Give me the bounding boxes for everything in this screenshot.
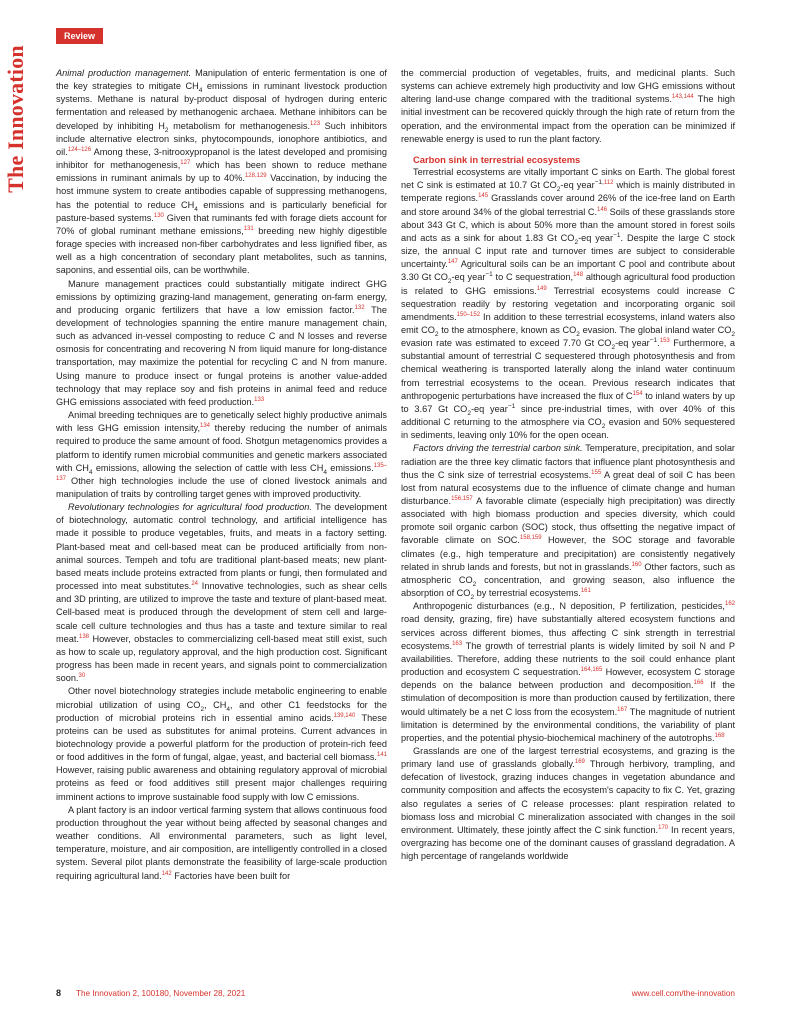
paragraph-anthropogenic: Anthropogenic disturbances (e.g., N deposition, P fertilization, pesticides,$^{162}$ road density, grazing, fire) have substantially altered ecosystem functions and services across different biomes, thus affecting C sink strength in terrestrial ecosystems.$^{163}$ The growth of terrestrial plants is widely limited by soil N and P availabilities. Therefore, adding these nutrients to the soil could enhance plant production and ecosystem C sequestration.$^{164,165}$ However, ecosystem C storage depends on the balance between production and decomposition.$^{166}$ If the stimulation of decomposition is more than production caused by fertilization, there would ultimately be a net C loss from the ecosystem.$^{167}$ The magnitude of nutrient limitation is determined by the environmental conditions, the variability of plant properties, and the potential physio-biochemical machinery of the autotrophs.$^{168}$ xyxy=(401,601,736,743)
paragraph-grasslands: Grasslands are one of the largest terrestrial ecosystems, and grazing is the primary land use of grasslands globally.$^{169}$ Through herbivory, trampling, and defecation of livestock, grazing induces changes in vegetation abundance and community composition and affects the ecosystem's capacity to fix C. Yet, grazing also regulates a series of C release processes: plant respiration related to biomass loss and microbial C mineralization associated with changes in the soil environment. Ultimately, these jointly affect the C sink function.$^{170}$ In recent years, overgrazing has become one of the dominant causes of grassland degradation. A high percentage of rangelands worldwide xyxy=(401,745,736,862)
paragraph-terrestrial-sinks: Terrestrial ecosystems are vitally important C sinks on Earth. The global forest net C sink is estimated at 10.7 Gt $CO_2-eq$ year$^{-1,112}$ which is mainly distributed in temperate regions.$^{145}$ Grasslands cover around 26% of the ice-free land on Earth and store around 34% of the global terrestrial C.$^{146}$ Soils of these grasslands store about 343 Gt C, which is about 50% more than the amount stored in forest soils and acts as a sink for about 1.83 Gt $CO_2-eq$ year$^{-1}$. Despite the large C stock size, the annual C input rate and turnover times are subject to considerable uncertainty.$^{147}$ Agricultural soils can be an important C pool and contribute about 3.30 Gt $CO_2-eq$ year$^{-1}$ to C sequestration,$^{148}$ although agricultural food production is related to GHG emissions.$^{149}$ Terrestrial ecosystems could increase C sequestration readily by restoring vegetation and incorporating organic soil amendments.$^{150-152}$ In addition to these terrestrial ecosystems, inland waters also emit $CO_2$ to the atmosphere, known as $CO_2$ evasion. The global inland water $CO_2$ evasion rate was estimated to exceed 7.70 Gt $CO_2-eq$ year$^{-1}$.$^{153}$ Furthermore, a substantial amount of terrestrial C sequestered through photosynthesis and from chemical weathering is transported laterally along the inland water continuum from terrestrial ecosystems to the ocean. Previous research indicates that anthropogenic perturbations have increased the flux of $C^{154}$ to inland waters by up to 3.67 Gt $CO_2-eq$ year$^{-1}$ since pre-industrial times, with over 40% of this additional C returning to the atmosphere via $CO_2$ evasion and 50% sequestered in sediments, leaving only 10% for the open ocean. xyxy=(401,167,736,441)
page-number: 8 xyxy=(56,988,62,998)
page-footer xyxy=(0,988,789,1002)
paragraph-animal-production: Animal production management. Manipulation of enteric fermentation is one of the key strategies to mitigate $CH_4$ emissions in ruminant livestock production systems. Methane is natural by-product disposal of hydrogen during enteric fermentation and released by methanogenic archaea. Methane inhibitors can be developed by inhibiting $H_2$ metabolism for methanogenesis.$^{123}$ Such inhibitors include alternative electron sinks, phytocompounds, ionophore antibiotics, and oil.$^{124-126}$ Among these, 3-nitrooxypropanol is the latest developed and promising inhibitor for methanogenesis,$^{127}$ which has been shown to reduce methane emissions in ruminant animals by up to 40%.$^{128,129}$ Vaccination, by inducing the host immune system to create antibodies capable of suppressing methanogens, has the potential to reduce $CH_4$ emissions and is particularly beneficial for pasture-based systems.$^{130}$ Given that ruminants fed with forage diets account for 70% of global ruminant methane emissions,$^{131}$ breeding new highly digestible forage species with increased non-fiber carbohydrates and less lignified fiber, as well as a high concentration of secondary plant metabolites, such as tannins, saponins, and essential oils, can be worthwhile. xyxy=(56,68,387,276)
journal-side-title: The Innovation xyxy=(3,45,28,193)
paragraph-plant-factory: A plant factory is an indoor vertical farming system that allows continuous food production throughout the year without being affected by seasonal changes and weather conditions. All environmental parameters, such as light level, temperature, moisture, and air composition, are intelligently controlled in a closed system. Several pilot plants demonstrate the feasibility of large-scale production requiring agricultural land.$^{142}$ Factories have been built for xyxy=(56,804,387,881)
paragraph-factors-driving: Factors driving the terrestrial carbon sink. Temperature, precipitation, and solar radiation are the three key climatic factors that influence plant photosynthesis and thus the C sink size of terrestrial ecosystems.$^{155}$ A great deal of soil C has been lost from natural ecosystems due to the influence of climate change and human disturbance.$^{156,157}$ A favorable climate (especially high precipitation) was directly associated with high biomass production and species diversity, which could promote soil organic carbon (SOC) stock, thus offsetting the negative impact of favorable climate on SOC.$^{158,159}$ However, the SOC storage and favorable climates (e.g., high temperature and precipitation) are consistently negatively related in shrub lands and forests, but not in grasslands.$^{160}$ Other factors, such as atmospheric $CO_2$ concentration, and growing season, also influence the absorption of $CO_2$ by terrestrial ecosystems.$^{161}$ xyxy=(401,443,736,601)
paragraph-revolutionary-tech: Revolutionary technologies for agricultural food production. The development of biotechnology, automatic control technology, and artificial intelligence has made it possible to produce vegetables, fruits, and meats in a factory setting. Plant-based meat and cell-based meat can be produced artificially from non-animal sources. Tempeh and tofu are traditional plant-based meats; new plant-based meats include proteins extracted from plants or fungi, then formulated and processed into meat substitutes.$^{24}$ Innovative technologies, such as shear cells and 3D printing, are utilized to improve the taste and texture of plant-based meat. Cell-based meat is produced through the development of stem cell and large-scale cell culture technologies and thus has a taste and texture similar to real meat.$^{138}$ However, obstacles to commercializing cell-based meat still exist, such as how to scale up, regulatory approval, and the high production cost. Significant progress has been made in recent years, and signals point to commercialization soon.$^{30}$ xyxy=(56,502,387,684)
section-heading-carbon-sink: Carbon sink in terrestrial ecosystems xyxy=(413,153,581,165)
left-column xyxy=(56,67,387,883)
paragraph-biotechnology: Other novel biotechnology strategies include metabolic engineering to enable microbial utilization of using $CO_2$, $CH_4$, and other C1 feedstocks for the production of microbial proteins rich in essential amino acids.$^{139,140}$ These proteins can be used as substitutes for animal proteins. Current advances in biotechnology provide a powerful platform for the production of protein-rich feed or food additives in the form of fungal, algae, yeast, and bacterial cell biomass.$^{141}$ However, raising public awareness and obtaining regulatory approval of microbial proteins as feed or food additives still present major challenges requiring imminent actions to improve sustainable food supply with low C emissions. xyxy=(56,686,388,802)
journal-citation: The Innovation 2, 100180, November 28, 2021 xyxy=(76,989,246,998)
right-column xyxy=(401,67,735,863)
paragraph-breeding: Animal breeding techniques are to genetically select highly productive animals with less GHG emission intensity,$^{134}$ thereby reducing the number of animals required to produce the same amount of food. Shotgun metagenomics provides a platform to identify rumen microbial communities and genetic markers associated with $CH_4$ emissions, allowing the selection of cattle with less $CH_4$ emissions.$^{135-137}$ Other high technologies include the use of cloned livestock animals and manipulation of traits by controlling target genes with improved productivity. xyxy=(56,410,387,499)
paragraph-manure: Manure management practices could substantially mitigate indirect GHG emissions by optimizing grazing-land management, generating on-farm energy, and producing organic fertilizers that have a low emission factor.$^{132}$ The development of technologies spanning the entire manure management chain, such as advanced in-vessel composting to reduce C and N losses and reverse osmosis for concentrating and recovering N from liquid manure for long-distance transportation, may maximize the potential for recycling C and N from manure. Using manure to produce insect or fungal proteins is another value-added technology that may replace soy and fish proteins in animal feed and reduce GHG emissions associated with feed production.$^{133}$ xyxy=(56,278,387,407)
section-tag: Review xyxy=(56,28,103,44)
journal-url-link[interactable]: www.cell.com/the-innovation xyxy=(631,989,735,998)
paragraph-plant-factory-continued: the commercial production of vegetables, fruits, and medicinal plants. Such systems can achieve extremely high productivity and low GHG emissions without altering land-use change compared with the traditional systems.$^{143,144}$ The high initial investment can be recovered quickly through the high rate of return from the operation, and the environmental impact from the operation can be minimized if renewable energy is used to run the plant factory. xyxy=(401,68,736,144)
